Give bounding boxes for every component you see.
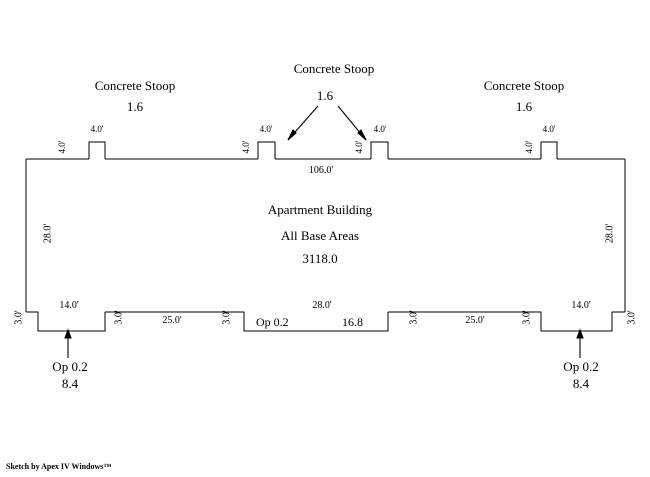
label-right-porch-op: Op 0.2	[563, 359, 599, 374]
label-base-area-value: 3118.0	[302, 251, 338, 266]
dim-right-porch-depth: 3.0'	[626, 310, 638, 325]
label-center-porch-value: 16.8	[342, 315, 363, 329]
dim-gap3-depth: 3.0'	[408, 310, 420, 325]
dim-stoop-center1-width: 4.0'	[259, 124, 273, 134]
dim-stoop-right-depth: 4.0'	[524, 140, 534, 154]
dim-building-left-height: 28.0'	[42, 223, 54, 244]
dim-stoop-right-width: 4.0'	[542, 124, 556, 134]
dim-building-right-height: 28.0'	[604, 223, 616, 244]
dim-run2: 25.0'	[465, 315, 485, 326]
dim-left-porch-width: 14.0'	[59, 300, 79, 311]
label-concrete-stoop-right: Concrete Stoop	[483, 78, 565, 93]
dim-gap2-depth: 3.0'	[221, 310, 233, 325]
label-center-porch-op: Op 0.2	[256, 315, 289, 329]
dim-left-porch-depth: 3.0'	[13, 310, 25, 325]
dim-gap1-depth: 3.0'	[113, 310, 125, 325]
label-concrete-stoop-left: Concrete Stoop	[94, 78, 176, 93]
dim-building-top-width: 106.0'	[308, 165, 334, 176]
dim-gap4-depth: 3.0'	[521, 310, 533, 325]
label-concrete-stoop-left-value: 1.6	[126, 99, 144, 114]
label-all-base-areas: All Base Areas	[281, 228, 359, 243]
sketch-credit: Sketch by Apex IV Windows™	[6, 462, 112, 471]
dim-right-porch-width: 14.0'	[571, 300, 591, 311]
label-left-porch-op: Op 0.2	[52, 359, 88, 374]
label-concrete-stoop-center-value: 1.6	[316, 88, 334, 103]
label-right-porch-value: 8.4	[572, 376, 590, 391]
label-left-porch-value: 8.4	[61, 376, 79, 391]
label-concrete-stoop-center: Concrete Stoop	[293, 61, 375, 76]
dim-run1: 25.0'	[162, 315, 182, 326]
dim-stoop-left-depth: 4.0'	[57, 140, 67, 154]
dim-stoop-center1-depth: 4.0'	[241, 140, 251, 154]
dim-stoop-left-width: 4.0'	[90, 124, 104, 134]
dim-stoop-center2-width: 4.0'	[373, 124, 387, 134]
dim-center-porch-width: 28.0'	[312, 300, 332, 311]
dim-stoop-center2-depth: 4.0'	[354, 140, 364, 154]
label-building-name: Apartment Building	[267, 202, 373, 217]
label-concrete-stoop-right-value: 1.6	[515, 99, 533, 114]
